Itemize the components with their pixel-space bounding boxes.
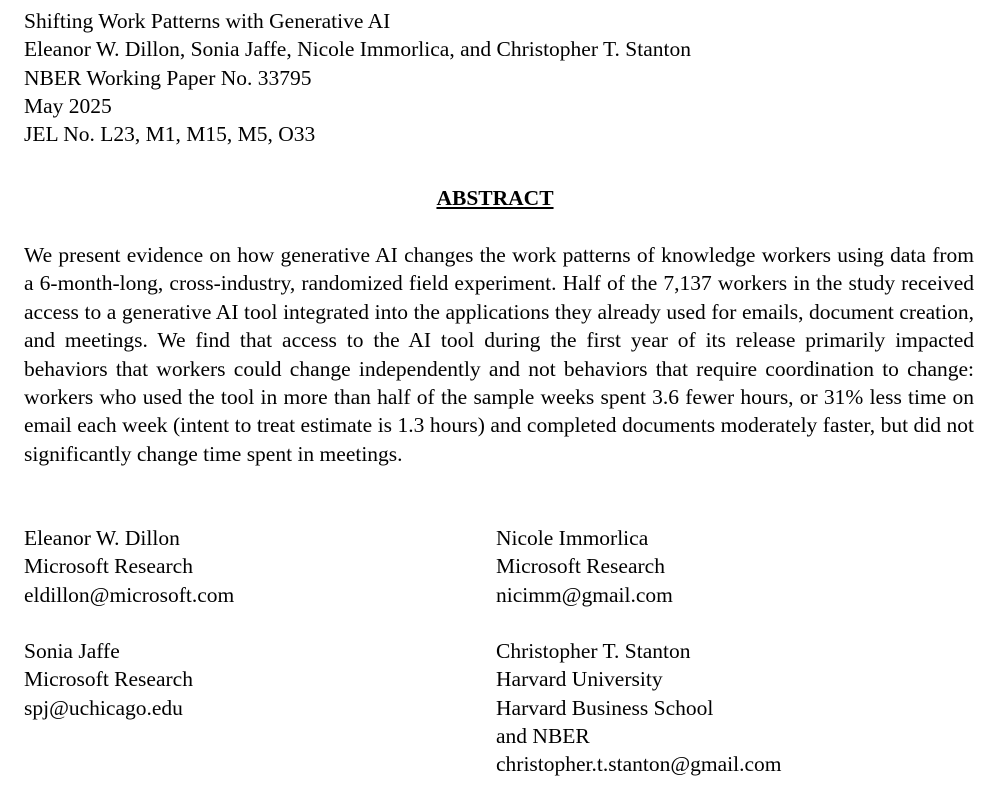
abstract-heading-text: ABSTRACT — [436, 186, 554, 210]
author-name: Sonia Jaffe — [24, 639, 120, 663]
author-affiliation: Harvard University — [496, 667, 663, 692]
paper-header — [24, 7, 691, 148]
paper-title: Shifting Work Patterns with Generative AI — [24, 9, 391, 33]
author-affiliation: Microsoft Research — [24, 667, 193, 692]
author-block-immorlica — [496, 524, 673, 609]
author-name: Eleanor W. Dillon — [24, 526, 180, 550]
author-block-dillon — [24, 524, 234, 609]
author-email: christopher.t.stanton@gmail.com — [496, 752, 782, 777]
author-list: Eleanor W. Dillon, Sonia Jaffe, Nicole Immorlica, and Christopher T. Stanton — [24, 37, 691, 62]
author-email: eldillon@microsoft.com — [24, 582, 235, 607]
author-email: spj@uchicago.edu — [24, 695, 183, 720]
author-name: Nicole Immorlica — [496, 526, 649, 550]
author-affiliation: Microsoft Research — [24, 554, 193, 579]
working-paper-number: NBER Working Paper No. 33795 — [24, 65, 312, 90]
abstract-heading — [0, 184, 990, 212]
jel-codes: JEL No. L23, M1, M15, M5, O33 — [24, 122, 316, 147]
abstract-text: We present evidence on how generative AI changes the work patterns of knowledge workers using data from a 6-month-long, cross-industry, randomized field experiment. Half of the 7,137 workers in the study received access to a generative AI tool integrated into the applications they already used for emails, document creation, and meetings. We find that access to the AI tool during the first year of its release primarily impacted behaviors that workers could change independently and not behaviors that require coordination to change: workers who used the tool in more than half of the sample weeks spent 3.6 fewer hours, or 31% less time on email each week (intent to treat estimate is 1.3 hours) and completed documents moderately faster, but did not significantly change time spent in meetings. — [24, 243, 974, 466]
author-affiliation: and NBER — [496, 723, 590, 748]
author-block-jaffe — [24, 637, 193, 722]
author-email: nicimm@gmail.com — [496, 582, 673, 607]
author-block-stanton — [496, 637, 782, 778]
author-affiliation: Harvard Business School — [496, 695, 714, 720]
author-name: Christopher T. Stanton — [496, 639, 691, 663]
author-affiliation: Microsoft Research — [496, 554, 665, 579]
publication-date: May 2025 — [24, 93, 112, 118]
